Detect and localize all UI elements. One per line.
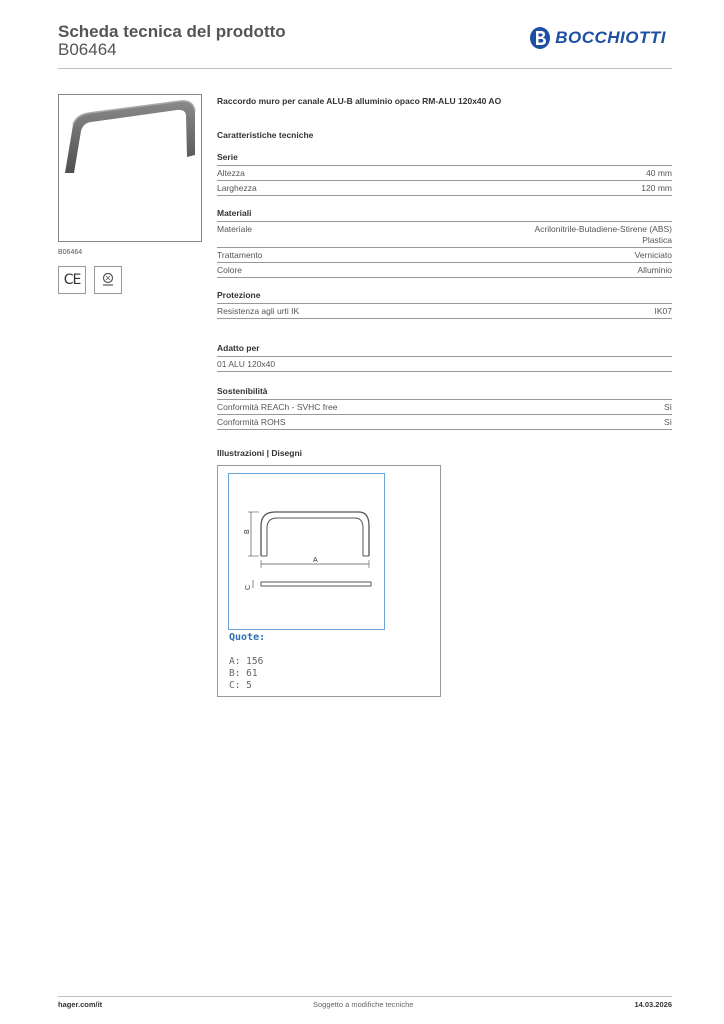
dimension-label-c: C	[245, 584, 252, 590]
section-sostenibilita	[217, 386, 672, 430]
section-heading: Serie	[217, 152, 238, 162]
row-value: Alluminio	[637, 265, 672, 275]
table-row	[217, 414, 672, 430]
left-column	[58, 94, 202, 294]
page-title: Scheda tecnica del prodotto	[58, 22, 286, 41]
quote-title: Quote:	[229, 632, 266, 643]
section-serie	[217, 152, 672, 196]
quote-b: B: 61	[229, 668, 258, 679]
section-heading: Protezione	[217, 290, 261, 300]
table-row	[217, 221, 672, 247]
section-adatto	[217, 343, 672, 372]
section-heading: Adatto per	[217, 343, 260, 353]
drawing-area	[228, 473, 385, 630]
row-value: 40 mm	[646, 168, 672, 178]
brand-name: BOCCHIOTTI	[555, 28, 666, 47]
table-row	[217, 399, 672, 414]
footer-date: 14.03.2026	[634, 1000, 672, 1009]
page-footer	[58, 996, 672, 1009]
section-heading: Materiali	[217, 208, 252, 218]
table-row	[217, 247, 672, 262]
product-image	[58, 94, 202, 242]
footer-disclaimer: Soggetto a modifiche tecniche	[313, 1000, 414, 1009]
row-value: Verniciato	[634, 250, 672, 260]
row-label: Larghezza	[217, 183, 257, 193]
main-content	[217, 96, 672, 461]
certification-mark-icon	[97, 269, 119, 291]
quote-values	[229, 656, 263, 692]
section-illustrazioni	[217, 448, 672, 458]
row-label: Conformità REACh - SVHC free	[217, 402, 338, 412]
dimension-label-b: B	[244, 529, 251, 534]
image-code: B06464	[58, 249, 83, 256]
section-materiali	[217, 208, 672, 278]
row-value-line: Plastica	[642, 235, 672, 245]
table-row	[217, 303, 672, 319]
row-label: Materiale	[217, 224, 252, 234]
ce-badge	[58, 266, 86, 294]
row-value-line: Acrilonitrile-Butadiene-Stirene (ABS)	[534, 224, 672, 234]
row-value: 120 mm	[641, 183, 672, 193]
section-heading: Sostenibilità	[217, 386, 268, 396]
ce-mark-icon: CE	[63, 272, 81, 288]
product-code: B06464	[58, 40, 117, 59]
row-value: Sì	[663, 402, 672, 412]
row-label: Resistenza agli urti IK	[217, 306, 300, 316]
section-protezione	[217, 290, 672, 319]
quote-c: C: 5	[229, 680, 252, 691]
certification-badges	[58, 266, 202, 294]
quote-a: A: 156	[229, 656, 264, 667]
table-row	[217, 262, 672, 278]
page-header	[58, 20, 672, 69]
row-label: 01 ALU 120x40	[217, 359, 276, 369]
product-photo-icon	[59, 95, 201, 241]
row-label: Colore	[217, 265, 243, 275]
bocchiotti-logo-icon	[529, 26, 551, 50]
row-label: Conformità ROHS	[217, 417, 286, 427]
certification-badge	[94, 266, 122, 294]
technical-drawing	[217, 465, 441, 697]
table-row	[217, 180, 672, 196]
row-value: IK07	[654, 306, 672, 316]
footer-website-link[interactable]: hager.com/it	[58, 1000, 103, 1009]
caratteristiche-heading: Caratteristiche tecniche	[217, 130, 314, 140]
table-row	[217, 165, 672, 180]
dimension-drawing-icon	[229, 474, 384, 629]
row-label: Altezza	[217, 168, 245, 178]
brand-logo	[529, 26, 666, 50]
row-value	[535, 224, 672, 246]
product-title: Raccordo muro per canale ALU-B alluminio opaco RM-ALU 120x40 AO	[217, 96, 502, 106]
table-row	[217, 356, 672, 372]
row-value: Sì	[663, 417, 672, 427]
row-label: Trattamento	[217, 250, 263, 260]
section-heading: Illustrazioni | Disegni	[217, 448, 303, 458]
dimension-label-a: A	[313, 557, 318, 564]
